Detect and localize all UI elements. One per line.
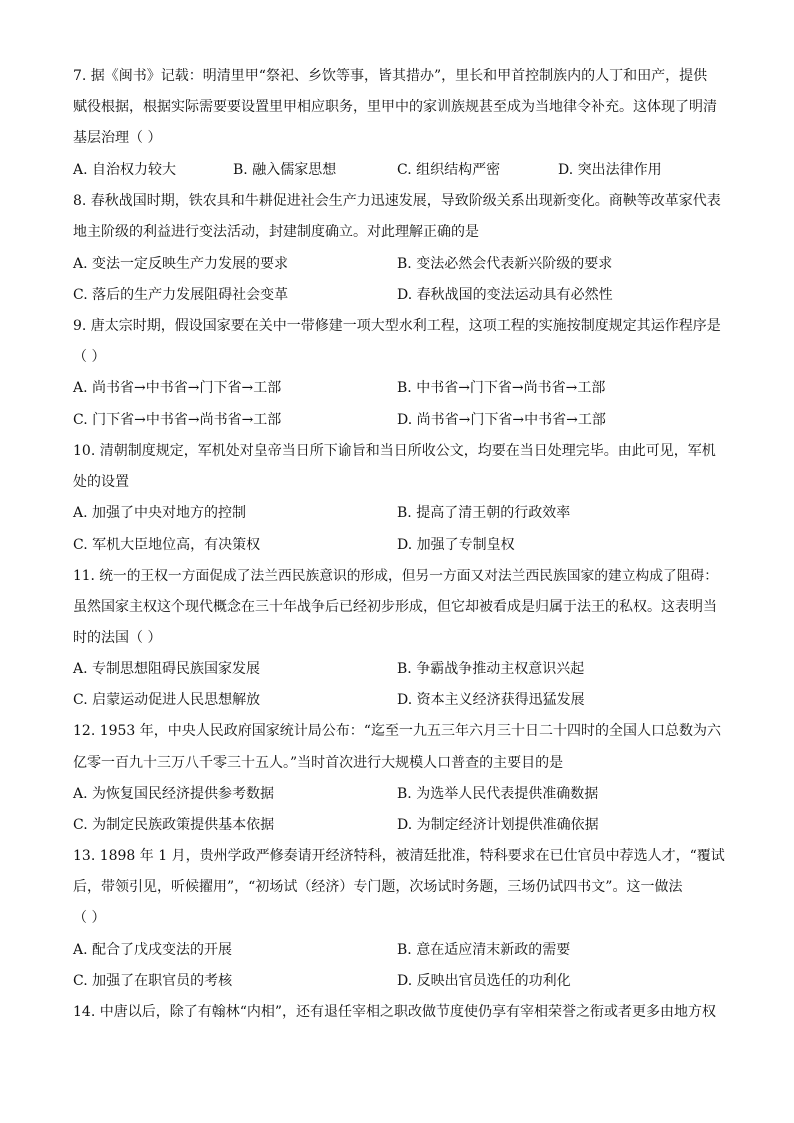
q11-option-b: B. 争霸战争推动主权意识兴起	[397, 661, 585, 677]
q8-line-2: 地主阶级的利益进行变法活动，封建制度确立。对此理解正确的是	[73, 224, 479, 240]
q14-line-1: 14. 中唐以后，除了有翰林“内相”，还有退任宰相之职改做节度使仍享有宰相荣誉之衔或者更多由地方权	[73, 1004, 717, 1020]
q11-line-3: 时的法国（ ）	[73, 630, 162, 646]
q13-option-c: C. 加强了在职官员的考核	[73, 973, 233, 989]
q10-line-1: 10. 清朝制度规定，军机处对皇帝当日所下谕旨和当日所收公文，均要在当日处理完毕。由此可见，军机	[73, 443, 716, 459]
q13-line-3: （ ）	[73, 910, 106, 926]
q12-option-d: D. 为制定经济计划提供准确依据	[397, 817, 599, 833]
q11-line-1: 11. 统一的王权一方面促成了法兰西民族意识的形成，但另一方面又对法兰西民族国家的建立构成了阻碍：	[73, 568, 718, 584]
q7-line-3: 基层治理（ ）	[73, 130, 162, 146]
q8-line-1: 8. 春秋战国时期，铁农具和牛耕促进社会生产力迅速发展，导致阶级关系出现新变化。商鞅等改革家代表	[73, 193, 721, 209]
q10-option-a: A. 加强了中央对地方的控制	[73, 505, 247, 521]
q12-option-c: C. 为制定民族政策提供基本依据	[73, 817, 275, 833]
q11-option-d: D. 资本主义经济获得迅猛发展	[397, 692, 585, 708]
q8-option-c: C. 落后的生产力发展阻碍社会变革	[73, 287, 289, 303]
q9-option-c: C. 门下省→中书省→尚书省→工部	[73, 412, 282, 428]
q7-option-c: C. 组织结构严密	[397, 162, 501, 178]
q7-line-1: 7. 据《闽书》记载：明清里甲“祭祀、乡饮等事，皆其措办”，里长和甲首控制族内的人丁和田产，提供	[73, 68, 708, 84]
q7-line-2: 赋役根据，根据实际需要要设置里甲相应职务，里甲中的家训族规甚至成为当地律令补充。这体现了明清	[73, 99, 717, 115]
q12-option-a: A. 为恢复国民经济提供参考数据	[73, 786, 275, 802]
q13-line-1: 13. 1898 年 1 月，贵州学政严修奏请开经济特科，被清廷批准，特科要求在已仕官员中荐选人才，“覆试	[73, 848, 725, 864]
q13-option-b: B. 意在适应清末新政的需要	[397, 942, 571, 958]
q9-line-1: 9. 唐太宗时期，假设国家要在关中一带修建一项大型水利工程，这项工程的实施按制度规定其运作程序是	[73, 318, 721, 334]
q11-line-2: 虽然国家主权这个现代概念在三十年战争后已经初步形成，但它却被看成是归属于法王的私权。这表明当	[73, 599, 717, 615]
q9-option-d: D. 尚书省→门下省→中书省→工部	[397, 412, 606, 428]
q7-option-d: D. 突出法律作用	[558, 162, 662, 178]
q12-line-1: 12. 1953 年，中央人民政府国家统计局公布：“迄至一九五三年六月三十日二十四时的全国人口总数为六	[73, 723, 721, 739]
q11-option-c: C. 启蒙运动促进人民思想解放	[73, 692, 261, 708]
q9-option-a: A. 尚书省→中书省→门下省→工部	[73, 380, 282, 396]
q11-option-a: A. 专制思想阻碍民族国家发展	[73, 661, 261, 677]
q12-option-b: B. 为选举人民代表提供准确数据	[397, 786, 599, 802]
q9-option-b: B. 中书省→门下省→尚书省→工部	[397, 380, 606, 396]
q7-option-a: A. 自治权力较大	[73, 162, 177, 178]
q8-option-b: B. 变法必然会代表新兴阶级的要求	[397, 256, 613, 272]
q12-line-2: 亿零一百九十三万八千零三十五人。”当时首次进行大规模人口普查的主要目的是	[73, 755, 564, 771]
q10-option-c: C. 军机大臣地位高，有决策权	[73, 537, 261, 553]
q9-line-2: （ ）	[73, 349, 106, 365]
q8-option-d: D. 春秋战国的变法运动具有必然性	[397, 287, 613, 303]
q13-line-2: 后，带领引见，听候擢用”，“初场试（经济）专门题，次场试时务题，三场仍试四书文”。这一做法	[73, 879, 683, 895]
q13-option-a: A. 配合了戊戌变法的开展	[73, 942, 233, 958]
q13-option-d: D. 反映出官员选任的功利化	[397, 973, 571, 989]
q10-option-d: D. 加强了专制皇权	[397, 537, 515, 553]
q10-line-2: 处的设置	[73, 474, 129, 490]
q10-option-b: B. 提高了清王朝的行政效率	[397, 505, 571, 521]
q8-option-a: A. 变法一定反映生产力发展的要求	[73, 256, 289, 272]
q7-option-b: B. 融入儒家思想	[233, 162, 337, 178]
